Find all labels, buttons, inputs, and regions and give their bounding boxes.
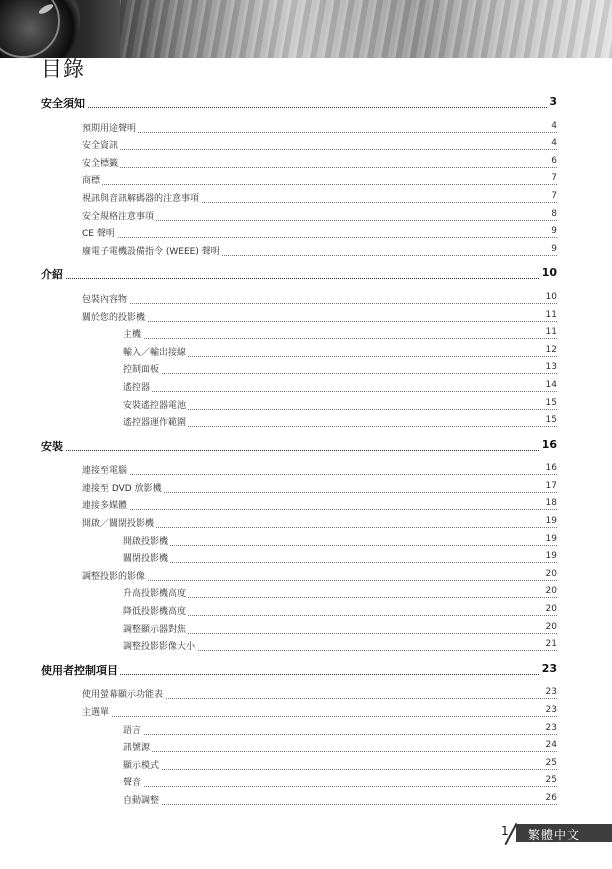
toc-entry[interactable] — [41, 548, 557, 566]
toc-entry-page: 17 — [545, 480, 557, 491]
dot-leader — [123, 596, 557, 598]
toc-entry-label: 開啟投影機 — [123, 534, 170, 547]
toc-entry-label: 使用螢幕顯示功能表 — [82, 687, 165, 700]
dot-leader — [82, 236, 557, 238]
toc-entry-label: 視訊與音訊解碼器的注意事項 — [82, 191, 201, 204]
toc-entry-label: 廢電子電機設備指令 (WEEE) 聲明 — [82, 244, 222, 257]
toc-entry-label: 安裝 — [41, 439, 63, 453]
toc-entry-label: 調整顯示器對焦 — [123, 622, 188, 635]
toc-entry-page: 6 — [551, 155, 557, 166]
toc-entry-page: 10 — [545, 291, 557, 302]
toc-entry-page: 7 — [551, 190, 557, 201]
toc-entry-label: 開啟／關閉投影機 — [82, 516, 156, 529]
toc-entry-label: 語言 — [123, 723, 143, 736]
toc-entry[interactable] — [41, 755, 557, 773]
toc-entry[interactable] — [41, 135, 557, 153]
toc-entry-page: 11 — [545, 327, 557, 338]
toc-entry[interactable] — [41, 377, 557, 395]
toc-entry[interactable] — [41, 153, 557, 171]
toc-entry-label: 主機 — [123, 327, 143, 340]
toc-entry-label: 控制面板 — [123, 362, 161, 375]
header-banner — [0, 0, 612, 58]
dot-leader — [82, 320, 557, 322]
dot-leader — [82, 473, 557, 475]
toc-entry-label: 連接多媒體 — [82, 498, 129, 511]
toc-entry[interactable] — [41, 566, 557, 584]
toc-entry-label: 輸入／輸出接線 — [123, 345, 188, 358]
toc-entry-page: 23 — [545, 722, 557, 733]
toc-entry-label: 介紹 — [41, 268, 63, 282]
dot-leader — [123, 750, 557, 752]
toc-entry[interactable] — [41, 720, 557, 738]
page-number: 1 — [501, 824, 509, 838]
toc-entry-page: 13 — [545, 362, 557, 373]
toc-entry-label: 降低投影機高度 — [123, 604, 188, 617]
toc-entry-page: 26 — [545, 792, 557, 803]
toc-entry[interactable] — [41, 188, 557, 206]
toc-section[interactable] — [41, 661, 557, 679]
dot-leader — [123, 614, 557, 616]
toc-entry-page: 25 — [545, 775, 557, 786]
dot-leader — [82, 579, 557, 581]
toc-entry-page: 4 — [551, 120, 557, 131]
toc-entry-label: 調整投影的影像 — [82, 569, 147, 582]
dot-leader — [123, 408, 557, 410]
dot-leader — [123, 355, 557, 357]
toc-entry-label: 使用者控制項目 — [41, 663, 118, 677]
toc-entry-label: 關閉投影機 — [123, 551, 170, 564]
toc-entry-label: 主選單 — [82, 705, 111, 718]
toc-entry-page: 23 — [545, 687, 557, 698]
dot-leader — [123, 425, 557, 427]
language-tab — [516, 824, 612, 842]
dot-leader — [41, 449, 557, 451]
toc-entry-page: 20 — [545, 604, 557, 615]
toc-entry-label: 遙控器 — [123, 380, 152, 393]
dot-leader — [82, 166, 557, 168]
toc-entry[interactable] — [41, 772, 557, 790]
dot-leader — [123, 768, 557, 770]
dot-leader — [82, 508, 557, 510]
toc-entry[interactable] — [41, 531, 557, 549]
toc-entry-label: 自動調整 — [123, 793, 161, 806]
toc-entry-label: 安全規格注意事項 — [82, 209, 156, 222]
toc-entry-page: 23 — [541, 661, 557, 675]
toc-entry-label: 聲音 — [123, 775, 143, 788]
toc-entry-page: 8 — [551, 208, 557, 219]
toc-entry-label: 安全須知 — [41, 97, 85, 110]
toc-entry-page: 20 — [545, 586, 557, 597]
toc-entry-label: 包裝內容物 — [82, 292, 129, 305]
toc-entry-label: 預期用途聲明 — [82, 121, 138, 134]
toc-entry-label: 調整投影影像大小 — [123, 639, 197, 652]
toc-entry-page: 15 — [545, 397, 557, 408]
dot-leader — [82, 302, 557, 304]
toc-entry-label: 安裝遙控器電池 — [123, 398, 188, 411]
dot-leader — [82, 131, 557, 133]
toc-section[interactable] — [41, 437, 557, 455]
toc-entry[interactable] — [41, 790, 557, 808]
toc-entry-page: 10 — [541, 266, 557, 280]
toc-entry-page: 20 — [545, 568, 557, 579]
header-light-streaks — [120, 0, 612, 58]
toc-entry-page: 19 — [545, 516, 557, 527]
dot-leader — [123, 632, 557, 634]
toc-section[interactable] — [41, 94, 557, 112]
toc-entry-page: 25 — [545, 757, 557, 768]
dot-leader — [82, 715, 557, 717]
toc-entry-page: 9 — [551, 243, 557, 254]
toc-entry-page: 4 — [551, 138, 557, 149]
language-label: 繁體中文 — [528, 828, 581, 842]
toc-entry-page: 11 — [545, 309, 557, 320]
toc-entry-page: 12 — [545, 344, 557, 355]
toc-entry[interactable] — [41, 702, 557, 720]
toc-entry[interactable] — [41, 513, 557, 531]
table-of-contents — [41, 94, 557, 808]
toc-entry[interactable] — [41, 495, 557, 513]
toc-entry[interactable] — [41, 737, 557, 755]
toc-entry-label: 連接至電腦 — [82, 463, 129, 476]
toc-entry-page: 20 — [545, 621, 557, 632]
toc-entry[interactable] — [41, 684, 557, 702]
toc-entry-page: 19 — [545, 551, 557, 562]
toc-entry-label: 升高投影機高度 — [123, 586, 188, 599]
toc-entry-label: 商標 — [82, 173, 102, 186]
toc-entry[interactable] — [41, 324, 557, 342]
toc-entry[interactable] — [41, 412, 557, 430]
toc-entry-label: 訊號源 — [123, 740, 152, 753]
dot-leader — [123, 390, 557, 392]
toc-entry[interactable] — [41, 170, 557, 188]
dot-leader — [123, 785, 557, 787]
toc-entry-page: 14 — [545, 379, 557, 390]
toc-entry[interactable] — [41, 601, 557, 619]
toc-entry-label: 安全資訊 — [82, 138, 120, 151]
toc-entry[interactable] — [41, 241, 557, 259]
toc-entry-page: 16 — [545, 463, 557, 474]
toc-entry[interactable] — [41, 395, 557, 413]
dot-leader — [82, 148, 557, 150]
dot-leader — [123, 372, 557, 374]
page-title: 目錄 — [41, 57, 85, 81]
toc-entry-label: 顯示模式 — [123, 758, 161, 771]
dot-leader — [123, 733, 557, 735]
page-footer — [498, 822, 612, 844]
toc-entry-page: 16 — [541, 437, 557, 451]
dot-leader — [123, 561, 557, 563]
toc-entry-page: 15 — [545, 415, 557, 426]
toc-entry[interactable] — [41, 289, 557, 307]
toc-entry-label: CE 聲明 — [82, 226, 117, 239]
dot-leader — [41, 277, 557, 279]
toc-entry[interactable] — [41, 206, 557, 224]
toc-entry-page: 21 — [545, 639, 557, 650]
toc-entry-label: 連接至 DVD 放影機 — [82, 481, 164, 494]
toc-entry-label: 關於您的投影機 — [82, 310, 147, 323]
toc-entry-page: 18 — [545, 498, 557, 509]
toc-entry[interactable] — [41, 223, 557, 241]
toc-entry[interactable] — [41, 307, 557, 325]
dot-leader — [123, 337, 557, 339]
toc-entry[interactable] — [41, 359, 557, 377]
toc-entry-page: 19 — [545, 533, 557, 544]
toc-entry-page: 9 — [551, 226, 557, 237]
toc-entry[interactable] — [41, 460, 557, 478]
toc-entry-page: 23 — [545, 705, 557, 715]
toc-entry-page: 3 — [549, 95, 557, 108]
dot-leader — [82, 183, 557, 185]
toc-entry[interactable] — [41, 478, 557, 496]
toc-entry-label: 遙控器運作範圍 — [123, 415, 188, 428]
toc-entry-page: 7 — [551, 173, 557, 184]
toc-entry[interactable] — [41, 619, 557, 637]
dot-leader — [41, 106, 557, 108]
toc-entry[interactable] — [41, 583, 557, 601]
toc-section[interactable] — [41, 265, 557, 283]
toc-entry[interactable] — [41, 118, 557, 136]
toc-entry-page: 24 — [545, 740, 557, 751]
dot-leader — [123, 803, 557, 805]
toc-entry-label: 安全標籤 — [82, 156, 120, 169]
toc-entry[interactable] — [41, 636, 557, 654]
toc-entry[interactable] — [41, 342, 557, 360]
dot-leader — [123, 544, 557, 546]
